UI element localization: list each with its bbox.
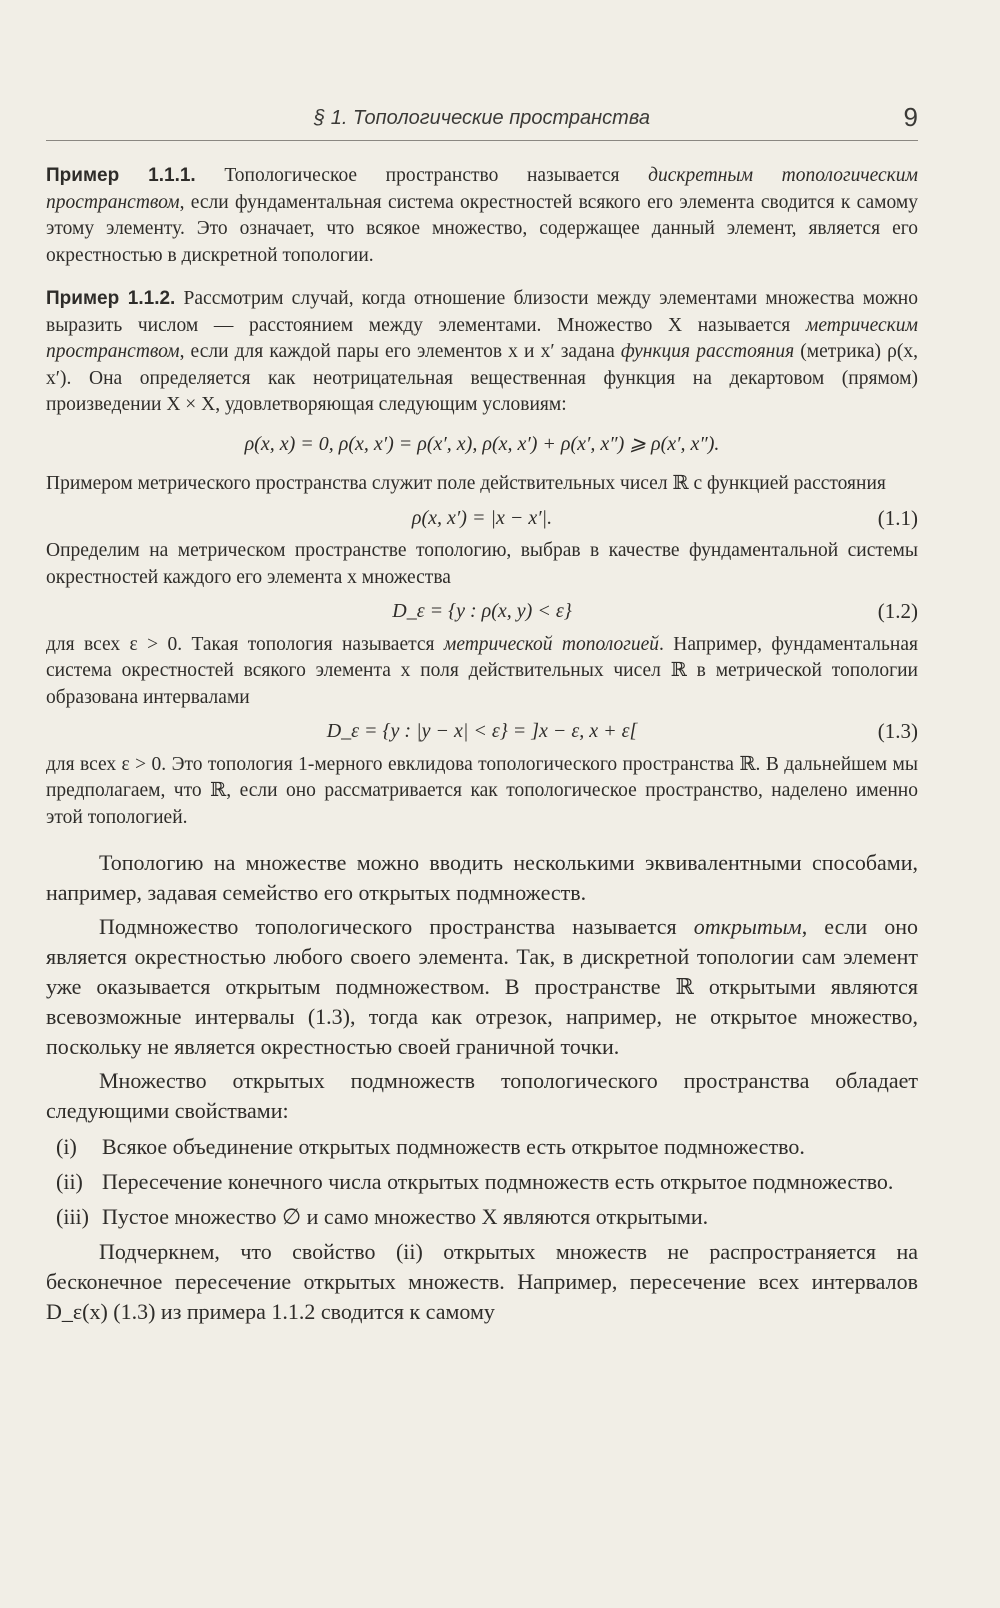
example-paragraph: [46, 632, 918, 712]
example-text: (метрика) ρ(x, x′). Она определяется как неотрицательная вещественная функция на декартовом (прямом) произведении X × X, удовлетворяющая следующим условиям:: [46, 341, 919, 415]
example-text: Топологическое пространство называется: [195, 165, 649, 186]
body-paragraph: Подчеркнем, что свойство (ii) открытых множеств не распространяется на бесконечное пересечение открытых множеств. Например, пересечение всех интервалов D_ε(x) (1.3) из примера 1.1.2 сводится к самому: [46, 1239, 918, 1324]
example-text: Рассмотрим случай, когда отношение близости между элементами множества можно выразить числом — расстоянием между элементами. Множество X называется: [46, 288, 918, 336]
properties-list: [46, 1132, 918, 1232]
list-item: [46, 1132, 918, 1162]
list-item: [46, 1167, 918, 1197]
running-header: [46, 104, 918, 141]
list-item-text: Пересечение конечного числа открытых подмножеств есть открытое подмножество.: [102, 1169, 894, 1194]
page-content: [46, 163, 918, 1331]
example-text: , если для каждой пары его элементов x и x′ задана: [179, 341, 621, 362]
list-marker: (ii): [56, 1169, 83, 1194]
example-paragraph: [46, 286, 918, 419]
example-paragraph: для всех ε > 0. Это топология 1-мерного евклидова топологического пространства ℝ. В дальнейшем мы предполагаем, что ℝ, если оно рассматривается как топологическое пространство, наделено именно этой топологией.: [46, 753, 918, 828]
body-paragraph: Топологию на множестве можно вводить несколькими эквивалентными способами, например, задавая семейство его открытых подмножеств.: [46, 850, 918, 905]
running-header-title: § 1. Топологические пространства: [314, 107, 650, 129]
formula-1-2: [46, 598, 918, 625]
example-text: , если фундаментальная система окрестностей всякого его элемента сводится к самому этому элементу. Это означает, что всякое множество, содержащее данный элемент, является его окрестностью в дискретной топологии.: [46, 191, 918, 266]
list-marker: (iii): [56, 1204, 89, 1229]
formula-expression: D_ε = {y : |y − x| < ε} = ]x − ε, x + ε[: [326, 720, 638, 742]
list-item-text: Всякое объединение открытых подмножеств есть открытое подмножество.: [102, 1134, 805, 1159]
formula-expression: ρ(x, x′) = |x − x′|.: [411, 506, 553, 529]
formula-1-1: [46, 505, 918, 532]
example-label: Пример 1.1.2.: [46, 288, 176, 309]
equation-number: (1.3): [877, 719, 918, 743]
term-open: открытым: [693, 914, 802, 939]
term-metric-space: метрическим пространством: [46, 314, 918, 362]
example-text: для всех ε > 0. Такая топология называется: [46, 633, 444, 655]
body-paragraph: [46, 912, 918, 1062]
formula-1-3: [46, 718, 918, 745]
main-text: [46, 848, 918, 1327]
body-text: Подмножество топологического пространства называется: [99, 914, 694, 939]
equation-number: (1.1): [877, 505, 918, 530]
list-marker: (i): [56, 1134, 77, 1159]
term-metric-topology: метрической топологией: [443, 633, 660, 655]
body-paragraph: Множество открытых подмножеств топологического пространства обладает следующими свойствами:: [46, 1068, 918, 1123]
example-1-1-1: [46, 163, 918, 269]
term-discrete-space: дискретным топологическим пространством: [46, 165, 919, 213]
example-label: Пример 1.1.1.: [46, 165, 196, 186]
example-paragraph: Примером метрического пространства служит поле действительных чисел ℝ с функцией расстояния: [46, 473, 886, 494]
example-text: . Например, фундаментальная система окрестностей всякого элемента x поля действительных чисел ℝ в метрической топологии образована интервалами: [46, 633, 918, 708]
page-number: 9: [903, 102, 918, 132]
example-1-1-2: [46, 286, 918, 831]
list-item: [46, 1202, 918, 1232]
metric-axioms-formula: ρ(x, x) = 0, ρ(x, x′) = ρ(x′, x), ρ(x, x′) + ρ(x′, x″) ⩾ ρ(x′, x″).: [244, 432, 720, 455]
example-paragraph: Определим на метрическом пространстве топологию, выбрав в качестве фундаментальной системы окрестностей каждого его элемента x множества: [46, 540, 918, 588]
list-item-text: Пустое множество ∅ и само множество X являются открытыми.: [102, 1204, 709, 1229]
equation-number: (1.2): [877, 599, 918, 623]
term-distance-function: функция расстояния: [620, 341, 795, 362]
body-text: , если оно является окрестностью любого своего элемента. Так, в дискретной топологии сам элемент уже оказывается открытым подмножеством. В пространстве ℝ открытыми являются всевозможные интервалы (1.3), тогда как отрезок, например, не открытое множество, поскольку не является окрестностью своей граничной точки.: [46, 914, 918, 1059]
formula-expression: D_ε = {y : ρ(x, y) < ε}: [392, 600, 572, 622]
